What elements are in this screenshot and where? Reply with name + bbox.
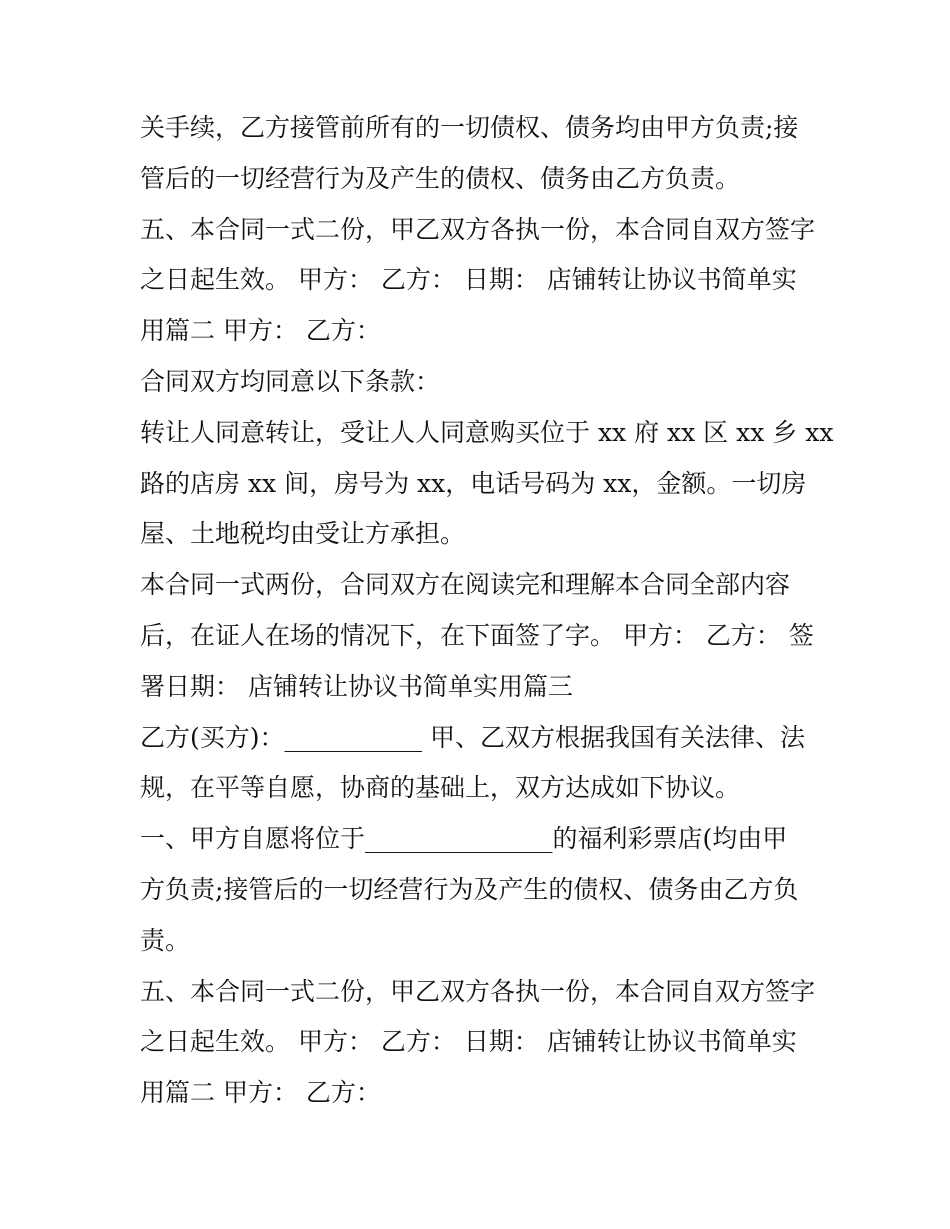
text-line: 关手续，乙方接管前所有的一切债权、债务均由甲方负责;接 — [140, 113, 799, 142]
text-line: 五、本合同一式二份，甲乙双方各执一份，本合同自双方签字 — [140, 976, 816, 1006]
text-line: 署日期： 店铺转让协议书简单实用篇三 — [140, 671, 573, 701]
document-body — [140, 103, 834, 1119]
text-line: 之日起生效。 甲方： 乙方： 日期： 店铺转让协议书简单实 — [140, 265, 797, 295]
text-line: 五、本合同一式二份，甲乙双方各执一份，本合同自双方签字 — [140, 214, 816, 244]
text-line: 后，在证人在场的情况下，在下面签了字。 甲方： 乙方： 签 — [140, 620, 814, 650]
text-line: 一、甲方自愿将位于_______________的福利彩票店(均由甲 — [140, 824, 788, 854]
text-line: 路的店房 xx 间，房号为 xx，电话号码为 xx，金额。一切房 — [140, 468, 807, 498]
text-line: 转让人同意转让，受让人人同意购买位于 xx 府 xx 区 xx 乡 xx — [140, 417, 834, 447]
text-line: 乙方(买方)：___________ 甲、乙双方根据我国有关法律、法 — [140, 722, 805, 752]
text-line: 合同双方均同意以下条款： — [140, 366, 441, 396]
text-line: 责。 — [140, 925, 191, 955]
text-line: 管后的一切经营行为及产生的债权、债务由乙方负责。 — [140, 163, 741, 193]
text-line: 屋、土地税均由受让方承担。 — [140, 519, 466, 549]
text-line: 用篇二 甲方： 乙方： — [140, 316, 381, 346]
text-line: 之日起生效。 甲方： 乙方： 日期： 店铺转让协议书简单实 — [140, 1027, 797, 1057]
text-line: 方负责;接管后的一切经营行为及产生的债权、债务由乙方负 — [140, 874, 799, 904]
text-line: 用篇二 甲方： 乙方： — [140, 1078, 381, 1108]
text-line: 规，在平等自愿，协商的基础上，双方达成如下协议。 — [140, 773, 741, 803]
text-line: 本合同一式两份，合同双方在阅读完和理解本合同全部内容 — [140, 570, 791, 600]
